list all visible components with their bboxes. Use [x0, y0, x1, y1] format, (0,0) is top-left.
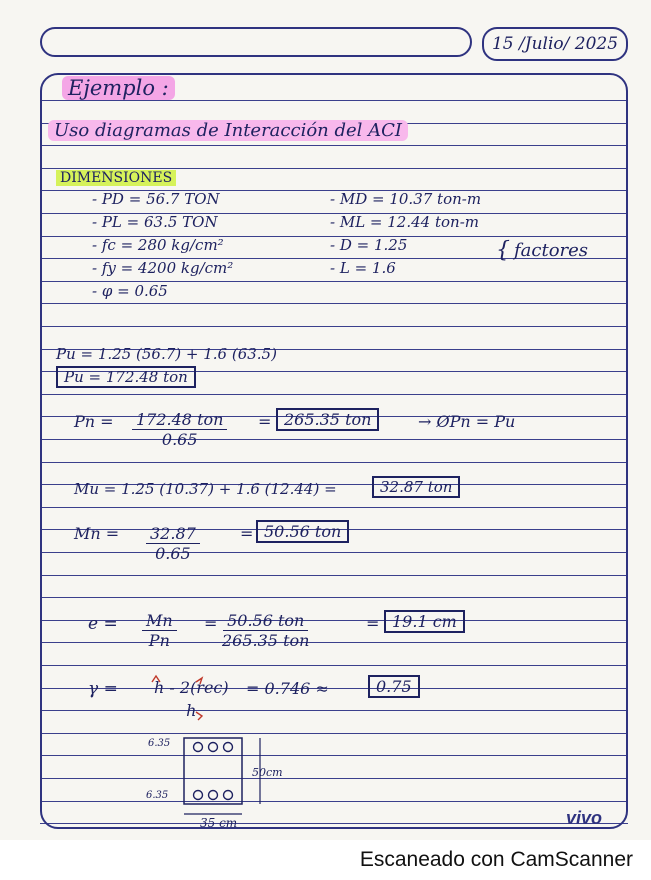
factores-note: factores: [514, 240, 589, 261]
dim-right-1: - ML = 12.44 ton-m: [330, 213, 479, 231]
dim-right-2: - D = 1.25: [330, 236, 408, 254]
pn-eq: =: [258, 412, 272, 431]
arrow-icon: [196, 712, 202, 720]
arrow-icon: [152, 676, 160, 682]
mn-label: Mn =: [74, 524, 120, 543]
dim-left-1: - PL = 63.5 TON: [92, 213, 218, 231]
gamma-fraction: h - 2(rec) h: [154, 678, 229, 720]
dim-right-0: - MD = 10.37 ton-m: [330, 190, 482, 208]
pn-fraction: 172.48 ton 0.65: [132, 410, 227, 449]
mn-fraction: $\frac{32.87}{0.65}$: [146, 524, 200, 563]
arrow-icon: [196, 678, 202, 684]
subtitle: Uso diagramas de Interacción del ACI: [48, 120, 408, 141]
pn-label: Pn =: [74, 412, 114, 431]
e-eq-2: =: [366, 614, 380, 633]
gamma-label: γ =: [88, 679, 118, 699]
section-outline: [184, 738, 242, 804]
rebar-circles: [194, 743, 233, 800]
mn-eq: =: [240, 524, 254, 543]
mn-result: 50.56 ton: [256, 522, 349, 541]
mu-line: Mu = 1.25 (10.37) + 1.6 (12.44) =: [74, 480, 337, 498]
top-cover-label: 6.35: [148, 738, 171, 749]
camscanner-footer: Escaneado con CamScanner: [359, 848, 633, 871]
e-label: e =: [88, 614, 118, 634]
pn-result: 265.35 ton: [276, 410, 379, 429]
e-fraction-1: $\frac{Mn}{Pn}$: [142, 611, 177, 650]
height-label: 50cm: [252, 766, 283, 779]
dim-left-4: - φ = 0.65: [92, 282, 168, 300]
pu-result: Pu = 172.48 ton: [56, 368, 196, 386]
e-result: 19.1 cm: [384, 612, 465, 631]
pu-line: Pu = 1.25 (56.7) + 1.6 (63.5): [56, 345, 277, 363]
pn-note: → ØPn = Pu: [418, 412, 516, 431]
brace-icon: {: [496, 238, 510, 263]
e-fraction-2: 50.56 ton 265.35 ton: [222, 611, 310, 650]
date-text: 15 /Julio/ 2025: [491, 34, 619, 54]
e-eq-1: =: [204, 614, 218, 633]
dim-right-3: - L = 1.6: [330, 259, 396, 277]
dimensiones-label: DIMENSIONES: [56, 170, 176, 186]
mu-result: 32.87 ton: [372, 478, 460, 496]
dim-left-0: - PD = 56.7 TON: [92, 190, 220, 208]
vivo-watermark: vivo: [566, 808, 603, 828]
width-label: 35 cm: [200, 816, 238, 830]
gamma-eq: = 0.746 ≈: [246, 679, 329, 698]
dim-left-2: - fc = 280 kg/cm²: [92, 236, 224, 254]
gamma-result: 0.75: [368, 677, 420, 696]
title: Ejemplo :: [62, 76, 175, 100]
bottom-cover-label: 6.35: [146, 790, 169, 801]
dim-left-3: - fy = 4200 kg/cm²: [92, 259, 234, 277]
